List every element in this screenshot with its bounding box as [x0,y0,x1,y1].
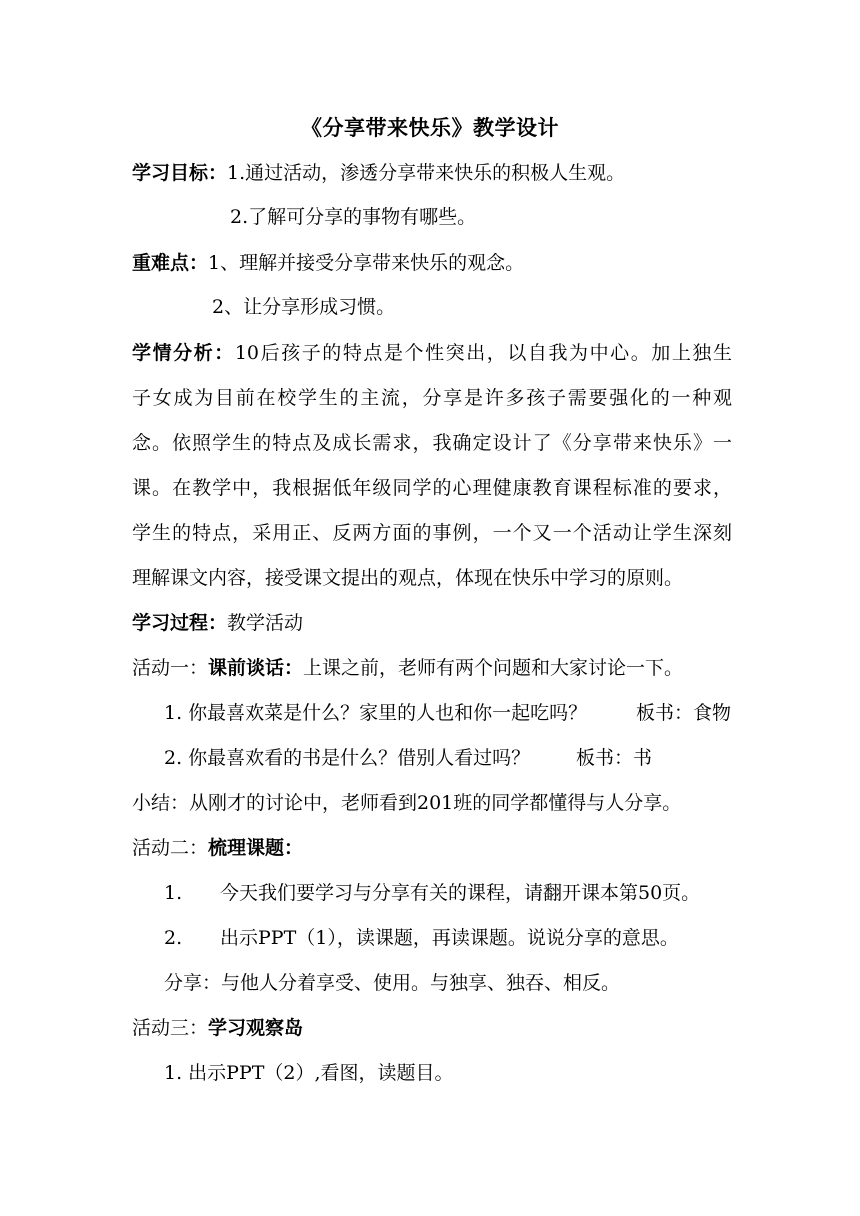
activity2-note: 分享：与他人分着享受、使用。与独享、独吞、相反。 [164,972,621,994]
activity2-step-2 [164,916,764,960]
activity2-step-1 [164,871,764,915]
analysis-label: 学情分析： [132,342,235,364]
process-text: 教学活动 [227,612,304,634]
step-1-text: 今天我们要学习与分享有关的课程，请翻开课本第50页。 [220,882,701,904]
process-label: 学习过程： [132,612,228,634]
activity1-question-1 [164,691,764,735]
activity3-heading [132,1006,732,1050]
question-1-board: 板书：食物 [636,702,732,724]
activity3-name: 学习观察岛 [208,1017,304,1039]
objectives-line-1 [132,151,732,195]
activity3-prefix: 活动三： [132,1017,209,1039]
objective-item-1: 1.通过活动，渗透分享带来快乐的积极人生观。 [227,162,626,184]
objectives-label: 学习目标： [132,162,228,184]
process-line [132,601,732,645]
key-points-label: 重难点： [132,252,209,274]
activity1-heading [132,646,732,690]
activity1-prefix: 活动一： [132,657,209,679]
analysis-text-3: 念。依照学生的特点及成长需求，我确定设计了《分享带来快乐》一 [132,432,732,454]
activity2-prefix: 活动二： [132,837,209,859]
analysis-text-2: 子女成为目前在校学生的主流，分享是许多孩子需要强化的一种观 [132,387,732,409]
activity1-text: 上课之前，老师有两个问题和大家讨论一下。 [303,657,684,679]
step-2-number: 2. [164,927,183,949]
analysis-text-1: 10后孩子的特点是个性突出，以自我为中心。加上独生 [234,342,732,364]
analysis-text-5: 学生的特点，采用正、反两方面的事例，一个又一个活动让学生深刻 [132,522,732,544]
question-2-board: 板书：书 [576,747,653,769]
objective-item-2: 2.了解可分享的事物有哪些。 [230,206,477,228]
question-1-text: 1. 你最喜欢菜是什么？家里的人也和你一起吃吗？ [164,702,588,724]
document-title: 《分享带来快乐》教学设计 [301,116,559,140]
activity1-summary: 小结：从刚才的讨论中，老师看到201班的同学都懂得与人分享。 [132,792,682,814]
activity3-step-1: 1. 出示PPT（2）,看图，读题目。 [164,1062,454,1084]
activity2-name: 梳理课题： [208,837,304,859]
key-point-item-1: 1、理解并接受分享带来快乐的观念。 [208,252,525,274]
step-2-text: 出示PPT（1），读课题，再读课题。说说分享的意思。 [220,927,679,949]
question-2-text: 2. 你最喜欢看的书是什么？借别人看过吗？ [164,747,531,769]
step-1-number: 1. [164,882,183,904]
activity1-name: 课前谈话： [208,657,304,679]
analysis-line-1 [132,331,732,375]
analysis-text-6: 理解课文内容，接受课文提出的观点，体现在快乐中学习的原则。 [132,567,684,589]
activity1-question-2 [164,736,764,780]
activity2-heading [132,826,732,870]
key-points-line-1 [132,241,732,285]
key-point-item-2: 2、让分享形成习惯。 [212,296,396,318]
analysis-text-4: 课。在教学中，我根据低年级同学的心理健康教育课程标准的要求， [132,477,732,499]
